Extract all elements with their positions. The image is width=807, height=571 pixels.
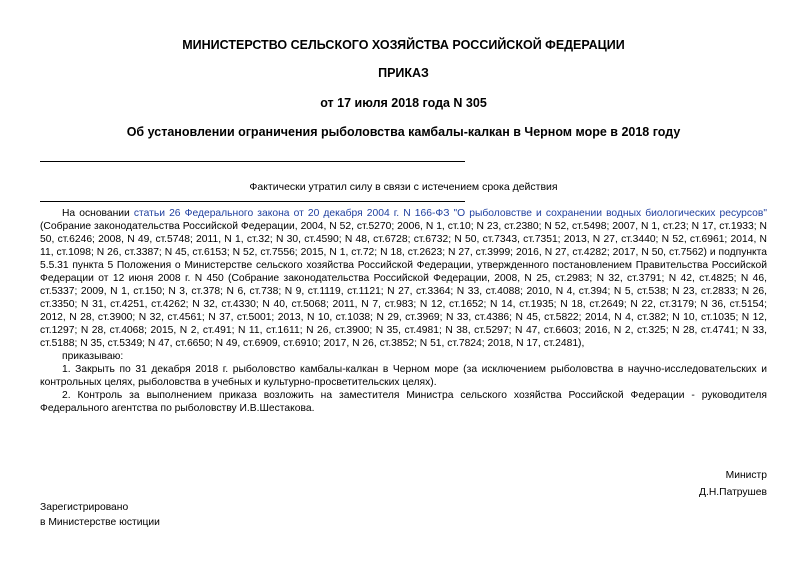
divider-bottom <box>40 201 465 202</box>
preamble-rest: (Собрание законодательства Российской Федерации, 2004, N 52, ст.5270; 2006, N 1, ст.10; N 23, ст.2380; N 52, ст.5498; 2007, N 1, ст.23; N 17, ст.1933; N 50, ст.6246; 2008, N 49, ст.5748; 2011, N 1, ст.32; N 30, ст.4590; N 48, ст.6728; ст.6732; N 50, ст.7343, ст.7351; 2013, N 27, ст.3440; N 52, ст.6961; 2014, N 11, ст.1098; N 26, ст.3387; N 45, ст.6153; N 52, ст.7556; 2015, N 1, ст.72; N 18, ст.2623; N 27, ст.3999; 2016, N 27, ст.4282; 2017, N 50, ст.7562) и подпункта 5.5.31 пункта 5 Положения о Министерстве сельского хозяйства Российской Федерации, утвержденного постановлением Правительства Российской Федерации от 12 июня 2008 г. N 450 (Собрание законодательства Российской Федерации, 2008, N 25, ст.2983; N 32, ст.3791; N 42, ст.4825; N 46, ст.5337; 2009, N 1, ст.150; N 3, ст.378; N 6, ст.738; N 9, ст.1119, ст.1121; N 27, ст.3364; N 33, ст.4088; 2010, N 4, ст.394; N 5, ст.538; N 23, ст.2833; N 26, ст.3350; N 31, ст.4251, ст.4262; N 32, ст.4330; N 40, ст.5068; 2011, N 7, ст.983; N 12, ст.1652; N 14, ст.1935; N 18, ст.2649; N 22, ст.3179; N 36, ст.5154; 2012, N 28, ст.3900; N 32, ст.4561; N 37, ст.5001; 2013, N 10, ст.1038; N 29, ст.3969; N 33, ст.4386; N 45, ст.5822; 2014, N 4, ст.382; N 10, ст.1035; N 12, ст.1297; N 28, ст.4068; 2015, N 2, ст.491; N 11, ст.1611; N 26, ст.3900; N 35, ст.4981; N 38, ст.5297; N 47, ст.6603; 2016, N 2, ст.325; N 28, ст.4741; N 33, ст.5188; N 35, ст.5349; N 47, ст.6650; N 49, ст.6909, ст.6910; 2017, N 26, ст.3852; N 51, ст.7824; 2018, N 17, ст.2481), <box>40 221 767 349</box>
preamble-lead: На основании <box>62 208 134 219</box>
order-word: приказываю: <box>62 351 124 362</box>
document-date-number: от 17 июля 2018 года N 305 <box>320 96 487 110</box>
document-type: ПРИКАЗ <box>378 66 429 80</box>
preamble-paragraph <box>40 207 767 350</box>
signatory-name: Д.Н.Патрушев <box>699 487 767 498</box>
signatory-position: Министр <box>725 470 767 481</box>
status-note: Фактически утратил силу в связи с истечением срока действия <box>249 181 558 193</box>
divider-top <box>40 161 465 162</box>
registration-line-1: Зарегистрировано <box>40 502 129 513</box>
law-article-link[interactable]: статьи 26 Федерального закона от 20 декабря 2004 г. N 166-ФЗ "О рыболовстве и сохранении водных биологических ресурсов" <box>133 208 767 219</box>
registration-line-2: в Министерстве юстиции <box>40 517 160 528</box>
order-item-2: 2. Контроль за выполнением приказа возложить на заместителя Министра сельского хозяйства Российской Федерации - руководителя Федерального агентства по рыболовству И.В.Шестакова. <box>40 390 767 414</box>
order-item-1: 1. Закрыть по 31 декабря 2018 г. рыболовство камбалы-калкан в Черном море (за исключением рыболовства в научно-исследовательских и контрольных целях, рыболовства в учебных и культурно-просветительских целях). <box>40 364 767 388</box>
ministry-heading: МИНИСТЕРСТВО СЕЛЬСКОГО ХОЗЯЙСТВА РОССИЙСКОЙ ФЕДЕРАЦИИ <box>182 38 625 52</box>
document-title: Об установлении ограничения рыболовства камбалы-калкан в Черном море в 2018 году <box>126 125 681 139</box>
document-body <box>40 207 767 415</box>
